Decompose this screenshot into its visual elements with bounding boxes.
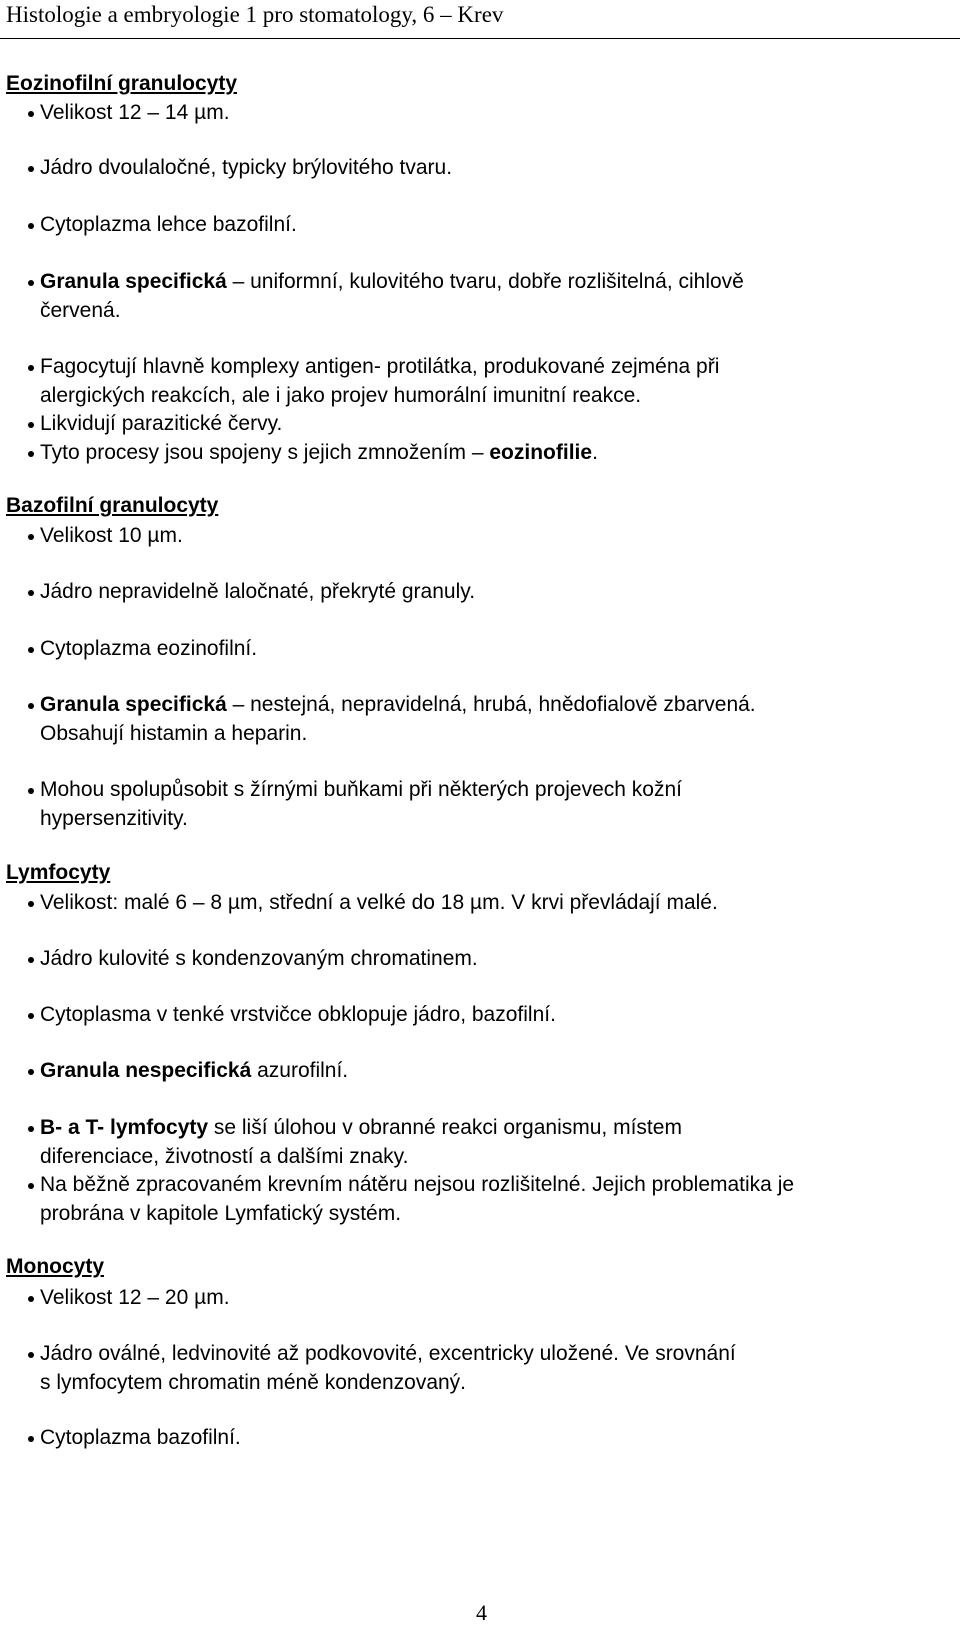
text-line <box>40 804 960 833</box>
text-run: probrána v kapitole Lymfatický systém. <box>40 1202 402 1225</box>
section-heading: Monocyty <box>6 1255 105 1278</box>
text-line <box>40 438 960 467</box>
text-line <box>40 944 960 973</box>
text-line <box>40 690 960 719</box>
text-run: Obsahují histamin a heparin. <box>40 722 308 745</box>
text-run: Velikost: malé 6 – 8 µm, střední a velké do 18 µm. V krvi převládají malé. <box>40 891 718 914</box>
text-line <box>40 1056 960 1085</box>
bullet-text <box>40 267 960 325</box>
text-run: Na běžně zpracovaném krevním nátěru nejsou rozlišitelné. Jejich problematika je <box>40 1173 795 1196</box>
bullet-dot-icon <box>28 901 34 907</box>
text-line <box>40 521 960 550</box>
text-run: alergických reakcích, ale i jako projev humorální imunitní reakce. <box>40 384 642 407</box>
bullet-dot-icon <box>28 1126 34 1132</box>
bullet-text <box>40 690 960 748</box>
bullet-dot-icon <box>28 280 34 286</box>
bullet-dot-icon <box>28 1436 34 1442</box>
bullet-text <box>40 1113 960 1171</box>
page-number: 4 <box>476 1600 487 1625</box>
bullet-dot-icon <box>28 1352 34 1358</box>
bullet-text <box>40 1423 960 1452</box>
bullet-dot-icon <box>28 451 34 457</box>
section-heading: Bazofilní granulocyty <box>6 494 219 517</box>
text-run: Cytoplasma v tenké vrstvičce obklopuje jádro, bazofilní. <box>40 1003 556 1026</box>
text-run: Likvidují parazitické červy. <box>40 412 283 435</box>
text-run: s lymfocytem chromatin méně kondenzovaný. <box>40 1371 467 1394</box>
bullet-dot-icon <box>28 166 34 172</box>
text-run: Jádro nepravidelně laločnaté, překryté granuly. <box>40 580 476 603</box>
text-run: Velikost 12 – 20 µm. <box>40 1286 230 1309</box>
bullet-text <box>40 1283 960 1312</box>
text-run: Jádro oválné, ledvinovité až podkovovité, excentricky uložené. Ve srovnání <box>40 1342 736 1365</box>
bullet-text <box>40 352 960 410</box>
bullet-dot-icon <box>28 703 34 709</box>
bullet-text <box>40 98 960 127</box>
bullet-text <box>40 153 960 182</box>
text-line <box>40 1283 960 1312</box>
bullet-dot-icon <box>28 957 34 963</box>
bullet-dot-icon <box>28 534 34 540</box>
bold-term: Granula nespecifická <box>40 1059 252 1082</box>
bullet-text <box>40 944 960 973</box>
bold-term: eozinofilie <box>489 441 593 464</box>
text-run: se liší úlohou v obranné reakci organismu, místem <box>208 1116 682 1139</box>
bullet-text <box>40 1339 960 1397</box>
text-line <box>40 1339 960 1368</box>
header-rule <box>0 38 960 39</box>
text-run: azurofilní. <box>251 1059 349 1082</box>
text-line <box>40 409 960 438</box>
section-heading: Eozinofilní granulocyty <box>6 72 238 95</box>
bullet-text <box>40 1000 960 1029</box>
text-line <box>40 210 960 239</box>
text-run: Velikost 10 µm. <box>40 524 183 547</box>
bullet-text <box>40 438 960 467</box>
text-run: diferenciace, životností a dalšími znaky. <box>40 1145 409 1168</box>
text-line <box>40 1113 960 1142</box>
text-line <box>40 1170 960 1199</box>
bullet-dot-icon <box>28 1013 34 1019</box>
text-line <box>40 1368 960 1397</box>
bullet-dot-icon <box>28 1296 34 1302</box>
text-run: Fagocytují hlavně komplexy antigen- protilátka, produkované zejména při <box>40 355 720 378</box>
bullet-text <box>40 1056 960 1085</box>
text-run: – nestejná, nepravidelná, hrubá, hnědofialově zbarvená. <box>226 693 756 716</box>
text-line <box>40 1000 960 1029</box>
text-run: Jádro dvoulaločné, typicky brýlovitého tvaru. <box>40 156 453 179</box>
text-line <box>40 634 960 663</box>
text-run: hypersenzitivity. <box>40 807 188 830</box>
text-run: Cytoplazma bazofilní. <box>40 1426 241 1449</box>
text-run: Cytoplazma lehce bazofilní. <box>40 213 297 236</box>
bullet-dot-icon <box>28 1183 34 1189</box>
text-line <box>40 352 960 381</box>
bullet-dot-icon <box>28 590 34 596</box>
text-run: – uniformní, kulovitého tvaru, dobře rozlišitelná, cihlově <box>226 270 744 293</box>
text-line <box>40 153 960 182</box>
bullet-text <box>40 409 960 438</box>
running-header: Histologie a embryologie 1 pro stomatology, 6 – Krev <box>6 2 504 27</box>
bullet-text <box>40 634 960 663</box>
bullet-dot-icon <box>28 647 34 653</box>
bullet-dot-icon <box>28 223 34 229</box>
bullet-text <box>40 210 960 239</box>
bold-term: Granula specifická <box>40 693 227 716</box>
bold-term: B- a T- lymfocyty <box>40 1116 209 1139</box>
text-run: Velikost 12 – 14 µm. <box>40 101 230 124</box>
bullet-text <box>40 775 960 833</box>
text-line <box>40 267 960 296</box>
text-line <box>40 296 960 325</box>
text-run: Tyto procesy jsou spojeny s jejich zmnožením – <box>40 441 490 464</box>
text-run: Jádro kulovité s kondenzovaným chromatinem. <box>40 947 478 970</box>
bold-term: Granula specifická <box>40 270 227 293</box>
text-run: Mohou spolupůsobit s žírnými buňkami při některých projevech kožní <box>40 778 682 801</box>
bullet-dot-icon <box>28 788 34 794</box>
text-run: červená. <box>40 299 121 322</box>
text-line <box>40 1423 960 1452</box>
bullet-text <box>40 577 960 606</box>
text-line <box>40 577 960 606</box>
text-line <box>40 1142 960 1171</box>
text-line <box>40 1199 960 1228</box>
bullet-dot-icon <box>28 111 34 117</box>
bullet-text <box>40 1170 960 1228</box>
text-line <box>40 719 960 748</box>
text-run: . <box>592 441 598 464</box>
text-line <box>40 98 960 127</box>
bullet-dot-icon <box>28 422 34 428</box>
bullet-text <box>40 888 960 917</box>
text-line <box>40 888 960 917</box>
bullet-text <box>40 521 960 550</box>
bullet-dot-icon <box>28 1069 34 1075</box>
text-line <box>40 381 960 410</box>
bullet-dot-icon <box>28 365 34 371</box>
text-run: Cytoplazma eozinofilní. <box>40 637 258 660</box>
section-heading: Lymfocyty <box>6 861 111 884</box>
text-line <box>40 775 960 804</box>
